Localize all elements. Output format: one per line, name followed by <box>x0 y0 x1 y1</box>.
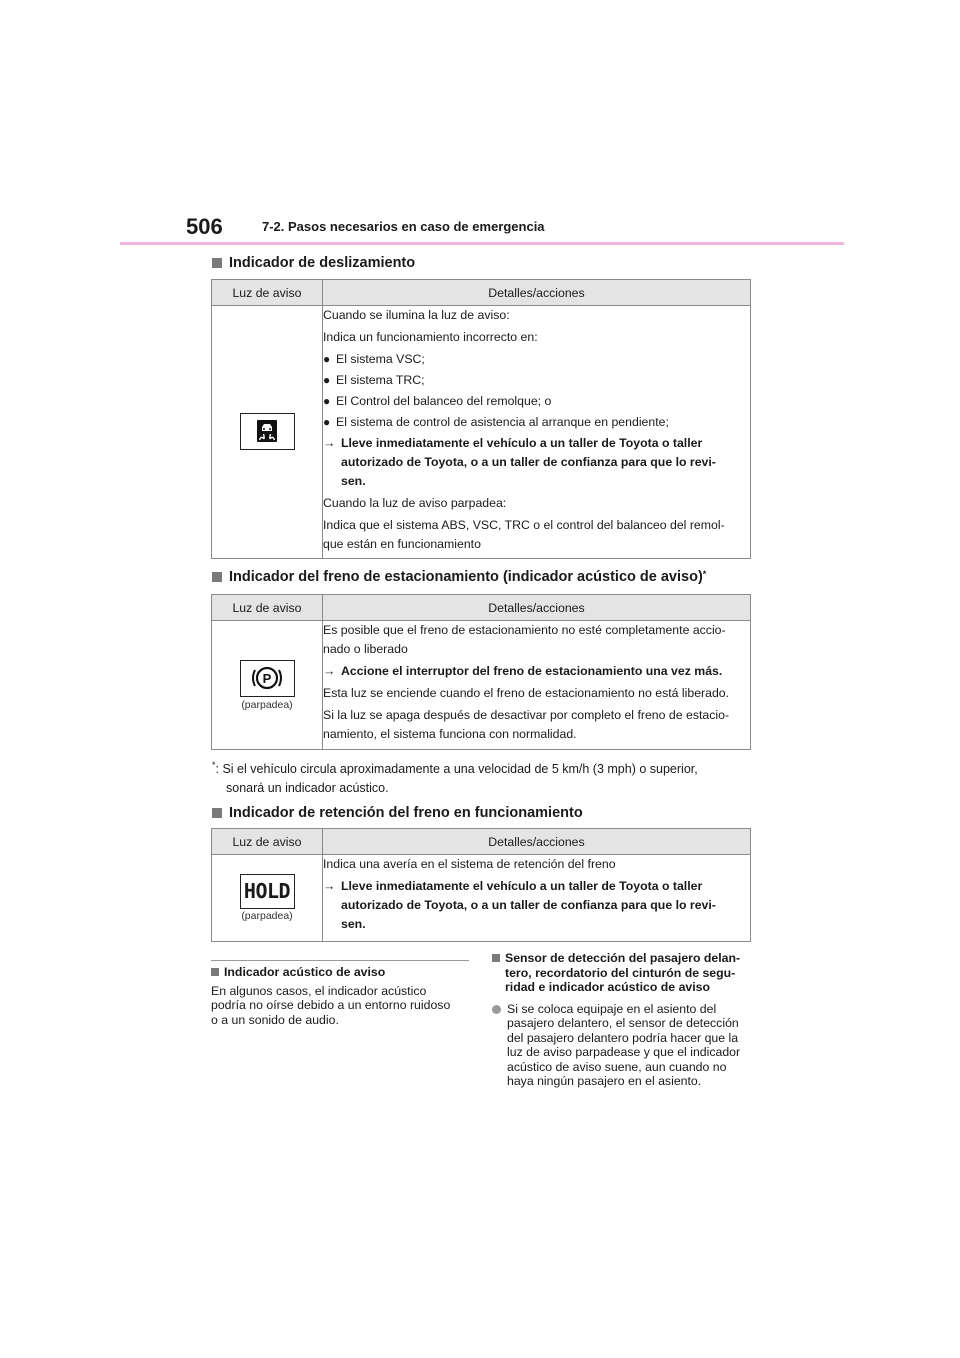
icon-cell <box>212 855 323 942</box>
note-title: Sensor de detección del pasajero delan- tero, recordatorio del cinturón de segu- ridad e indicador acústico de aviso <box>492 951 754 995</box>
list-item: Si se coloca equipaje en el asiento del pasajero delantero, el sensor de detección del pasajero delantero podría hacer que la luz de aviso parpadease y que el indicador acústico de aviso suene, aun cuando no haya ningún pasajero en el asiento. <box>492 1002 754 1089</box>
note-acoustic-warning <box>211 965 471 1027</box>
parking-brake-table <box>211 594 751 750</box>
list-item: ● El sistema TRC; <box>323 373 425 387</box>
icon-caption: (parpadea) <box>241 698 293 711</box>
square-bullet-icon <box>211 968 219 976</box>
col-header-details: Detalles/acciones <box>323 280 751 306</box>
hold-icon: HOLD <box>240 874 295 909</box>
arrow-icon: → <box>323 879 336 893</box>
circle-bullet-icon <box>492 1005 501 1014</box>
col-header-warning-light: Luz de aviso <box>212 595 323 621</box>
icon-caption: (parpadea) <box>241 910 293 922</box>
page-number: 506 <box>186 214 223 239</box>
square-bullet-icon <box>212 572 222 582</box>
col-header-details: Detalles/acciones <box>323 595 751 621</box>
list-item: ● El sistema de control de asistencia al arranque en pendiente; <box>323 415 669 429</box>
action-item: → Lleve inmediatamente el vehículo a un taller de Toyota o taller autorizado de Toyota, o a un taller de confianza para que lo revi- sen. <box>323 877 750 934</box>
details-cell: Cuando se ilumina la luz de aviso: Indica un funcionamiento incorrecto en: ● El sistema VSC; ● El sistema TRC; ● El Control del balanceo del remolque; o ● El sistema de control de asistencia al arranque en pendiente; → Lleve inmediatamente el vehículo a un taller de Toyota o taller autorizado de Toyota, o a un taller de confianza para que lo revi- sen. Cuando la luz de aviso parpadea: Indica que el sistema ABS, VSC, TRC o el control del balanceo del remol- que están en funcionamiento <box>323 306 751 559</box>
note-passenger-sensor <box>492 951 754 1089</box>
square-bullet-icon <box>212 808 222 818</box>
arrow-icon: → <box>323 436 336 450</box>
col-header-details: Detalles/acciones <box>323 829 751 855</box>
note-body: En algunos casos, el indicador acústico podría no oírse debido a un entorno ruidoso o a un sonido de audio. <box>211 983 451 1027</box>
action-item: → Lleve inmediatamente el vehículo a un taller de Toyota o taller autorizado de Toyota, o a un taller de confianza para que lo revi- sen. <box>323 434 750 491</box>
notes-divider <box>211 960 469 961</box>
icon-cell <box>212 621 323 750</box>
note-title: Indicador acústico de aviso <box>211 965 471 980</box>
header-rule <box>120 242 844 245</box>
footnote: *: Si el vehículo circula aproximadamente a una velocidad de 5 km/h (3 mph) o superior, sonará un indicador acústico. <box>212 760 698 796</box>
square-bullet-icon <box>212 258 222 268</box>
details-cell: Es posible que el freno de estacionamiento no esté completamente accio- nado o liberado → Accione el interruptor del freno de estacionamiento una vez más. Esta luz se enciende cuando el freno de estacionamiento no está liberado. Si la luz se apaga después de desactivar por completo el freno de estacio- namiento, el sistema funciona con normalidad. <box>323 621 751 750</box>
details-cell: Indica una avería en el sistema de retención del freno → Lleve inmediatamente el vehículo a un taller de Toyota o taller autorizado de Toyota, o a un taller de confianza para que lo revi- sen. <box>323 855 751 942</box>
col-header-warning-light: Luz de aviso <box>212 829 323 855</box>
section-title-slip: Indicador de deslizamiento <box>212 255 415 271</box>
list-item: ● El Control del balanceo del remolque; o <box>323 394 552 408</box>
running-head: 7-2. Pasos necesarios en caso de emergencia <box>262 219 545 234</box>
slip-indicator-icon <box>240 413 295 450</box>
action-item: → Accione el interruptor del freno de estacionamiento una vez más. <box>323 662 750 681</box>
svg-text:P: P <box>262 670 272 686</box>
square-bullet-icon <box>492 954 500 962</box>
slip-indicator-table <box>211 279 751 559</box>
section-title-parking-brake: Indicador del freno de estacionamiento (indicador acústico de aviso) * <box>212 569 706 585</box>
col-header-warning-light: Luz de aviso <box>212 280 323 306</box>
arrow-icon: → <box>323 664 336 678</box>
parking-brake-icon <box>240 660 295 697</box>
list-item: ● El sistema VSC; <box>323 352 425 366</box>
icon-cell <box>212 306 323 559</box>
section-title-brake-hold: Indicador de retención del freno en funcionamiento <box>212 805 583 821</box>
brake-hold-table <box>211 828 751 942</box>
